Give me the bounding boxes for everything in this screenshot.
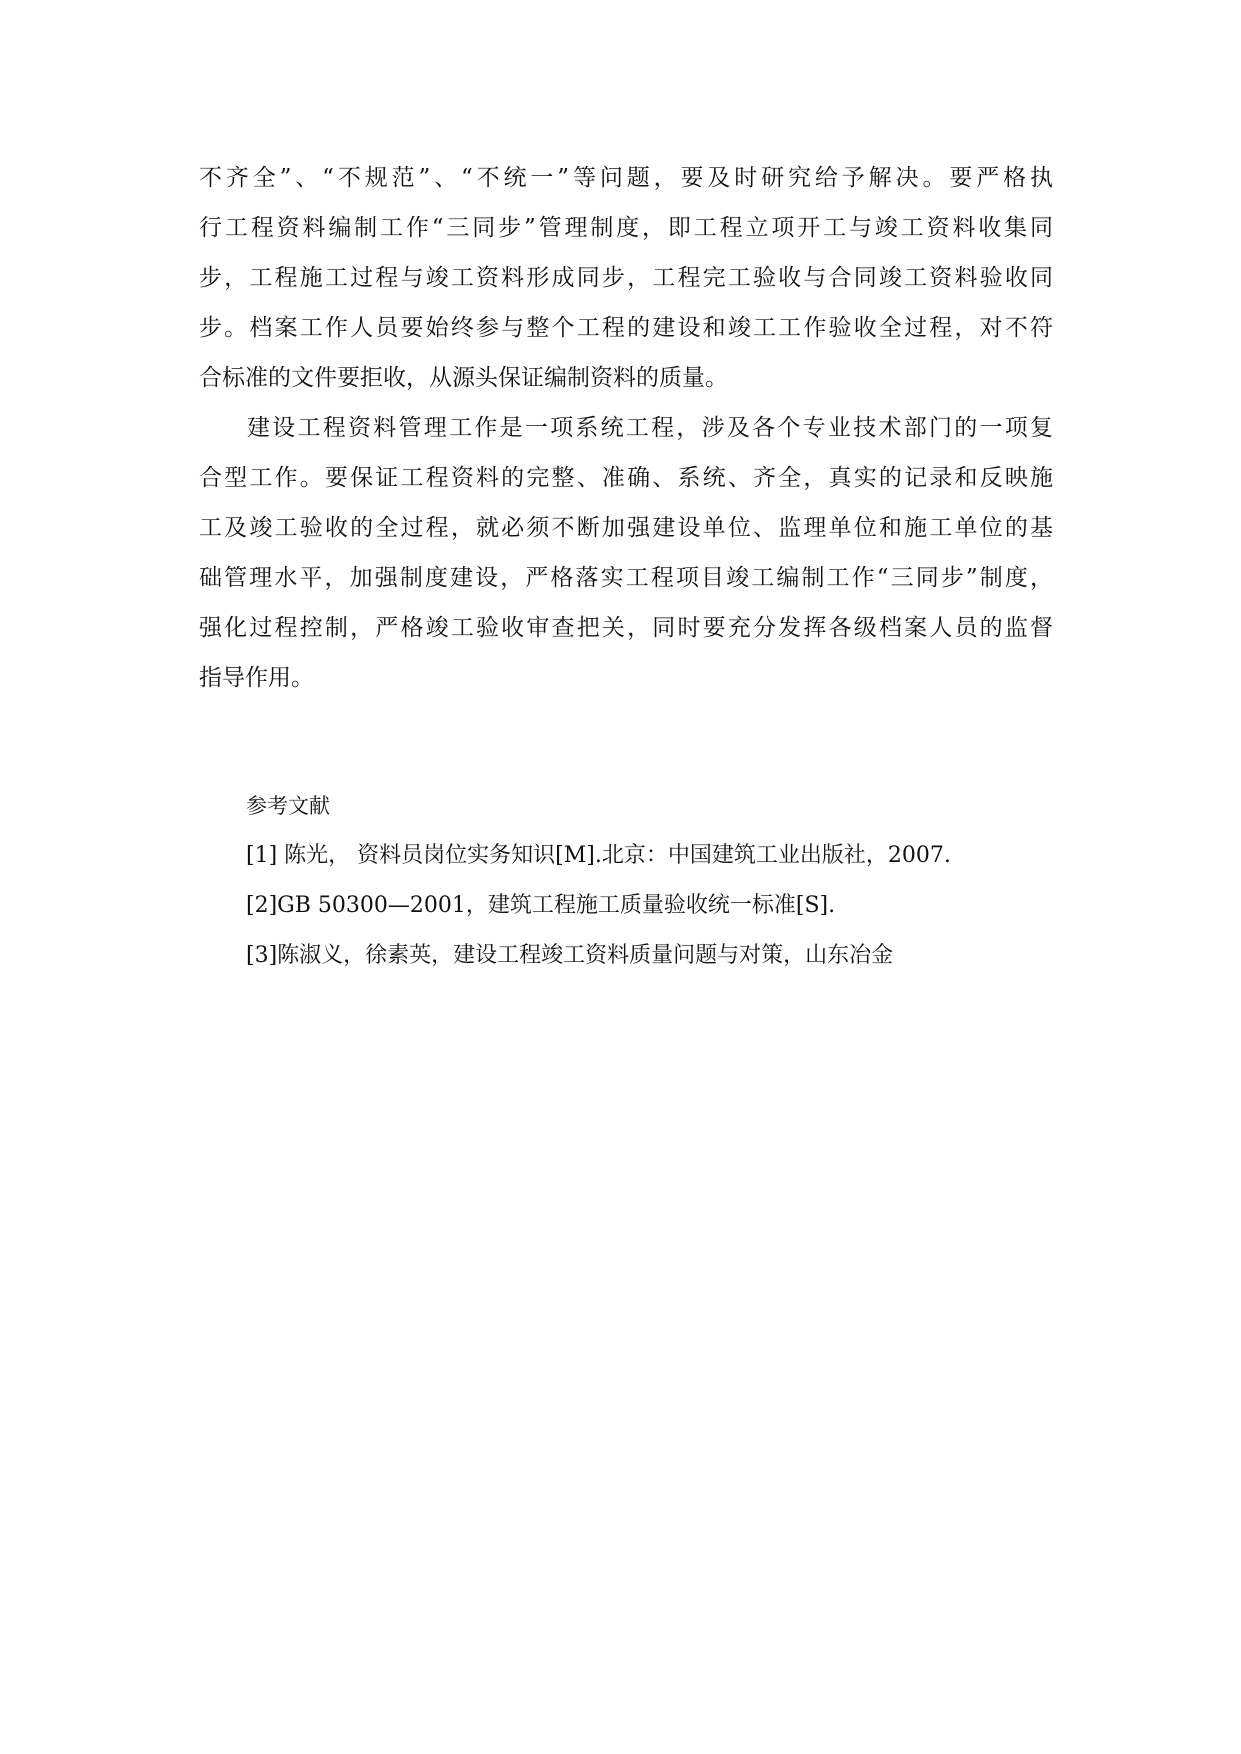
reference-item: [1] 陈光， 资料员岗位实务知识[M].北京：中国建筑工业出版社，2007. [246,843,951,868]
references-section [246,781,1066,981]
paragraph-1-line: 合标准的文件要拒收，从源头保证编制资料的质量。 [199,365,728,391]
reference-item: [2]GB 50300—2001，建筑工程施工质量验收统一标准[S]. [246,893,836,918]
paragraph-2-line: 建设工程资料管理工作是一项系统工程，涉及各个专业技术部门的一项复 [247,415,1053,441]
paragraph-2-line: 强化过程控制，严格竣工验收审查把关，同时要充分发挥各级档案人员的监督 [199,615,1053,641]
paragraph-2-line: 指导作用。 [199,665,314,691]
body-text [199,153,1053,703]
paragraph-1-line: 行工程资料编制工作“三同步”管理制度，即工程立项开工与竣工资料收集同 [199,215,1053,241]
reference-item: [3]陈淑义，徐素英，建设工程竣工资料质量问题与对策，山东冶金 [246,943,894,968]
paragraph-1-line: 不齐全”、“不规范”、“不统一”等问题，要及时研究给予解决。要严格执 [199,165,1053,191]
paragraph-2-line: 工及竣工验收的全过程，就必须不断加强建设单位、监理单位和施工单位的基 [199,515,1053,541]
paragraph-2-line: 础管理水平，加强制度建设，严格落实工程项目竣工编制工作“三同步”制度， [199,565,1053,591]
paragraph-2-line: 合型工作。要保证工程资料的完整、准确、系统、齐全，真实的记录和反映施 [199,465,1053,491]
paragraph-1-line: 步，工程施工过程与竣工资料形成同步，工程完工验收与合同竣工资料验收同 [199,265,1053,291]
references-heading: 参考文献 [246,794,330,818]
paragraph-1-line: 步。档案工作人员要始终参与整个工程的建设和竣工工作验收全过程，对不符 [199,315,1053,341]
